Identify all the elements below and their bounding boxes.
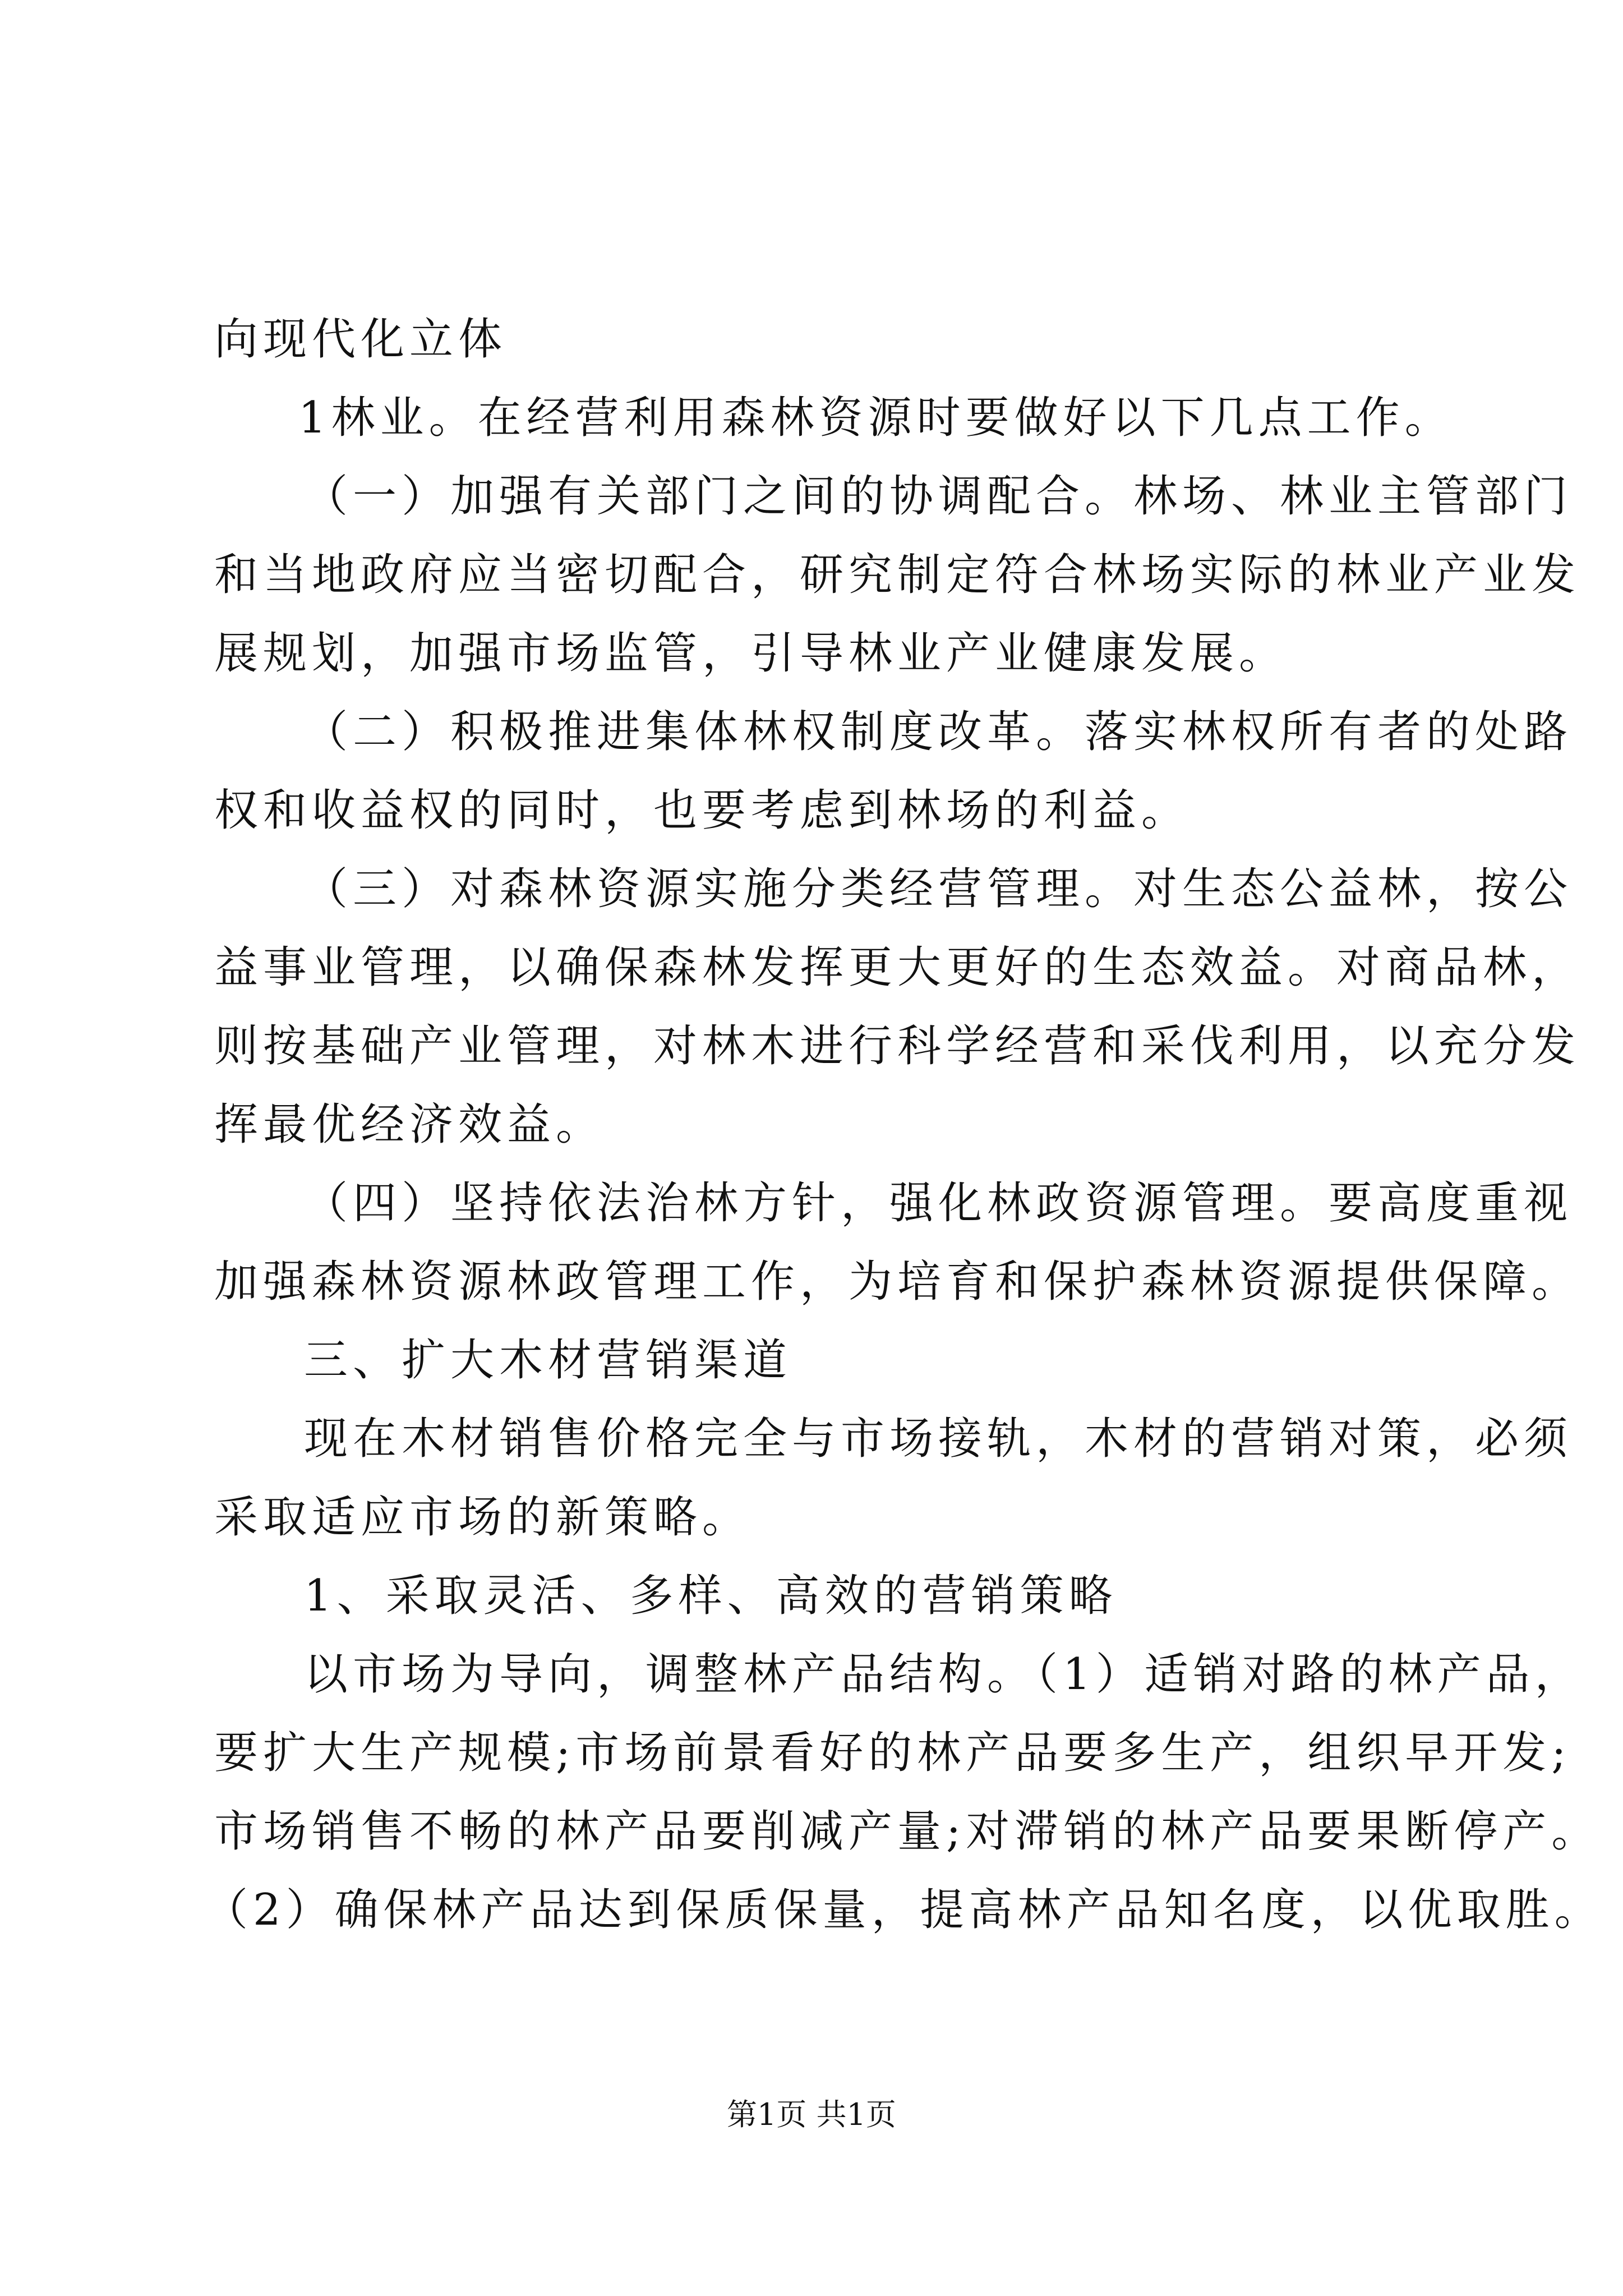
text-line: 市场销售不畅的林产品要削减产量;对滞销的林产品要果断停产。 [214,1806,1601,1857]
section-heading: 三、扩大木材营销渠道 [304,1335,792,1386]
text-line: 加强森林资源林政管理工作，为培育和保护森林资源提供保障。 [214,1257,1581,1307]
text-line: 挥最优经济效益。 [214,1099,605,1150]
text-line: 和当地政府应当密切配合，研究制定符合林场实际的林业产业发 [214,550,1581,600]
text-line: （二）积极推进集体林权制度改革。落实林权所有者的处路 [304,707,1573,757]
text-line: （四）坚持依法治林方针，强化林政资源管理。要高度重视 [304,1178,1573,1228]
text-line: 益事业管理，以确保森林发挥更大更好的生态效益。对商品林， [214,942,1581,993]
text-line: （2）确保林产品达到保质保量，提高林产品知名度，以优取胜。 [204,1885,1603,1935]
text-line: （一）加强有关部门之间的协调配合。林场、林业主管部门 [304,471,1573,522]
text-line: 1林业。在经营利用森林资源时要做好以下几点工作。 [298,393,1454,443]
page-number-footer: 第1页 共1页 [727,2097,896,2132]
text-line: 展规划，加强市场监管，引导林业产业健康发展。 [214,628,1288,679]
subsection-heading: 1、采取灵活、多样、高效的营销策略 [304,1571,1118,1621]
text-line: 权和收益权的同时，也要考虑到林场的利益。 [214,785,1191,836]
text-line: 以市场为导向，调整林产品结构。（1）适销对路的林产品， [304,1649,1584,1700]
text-line: 要扩大生产规模;市场前景看好的林产品要多生产，组织早开发; [214,1728,1571,1778]
text-line: 则按基础产业管理，对林木进行科学经营和采伐利用，以充分发 [214,1021,1581,1071]
text-line: 现在木材销售价格完全与市场接轨，木材的营销对策，必须 [304,1414,1573,1464]
text-line: 采取适应市场的新策略。 [214,1492,751,1543]
text-line: 向现代化立体 [214,314,508,365]
text-line: （三）对森林资源实施分类经营管理。对生态公益林，按公 [304,864,1573,914]
